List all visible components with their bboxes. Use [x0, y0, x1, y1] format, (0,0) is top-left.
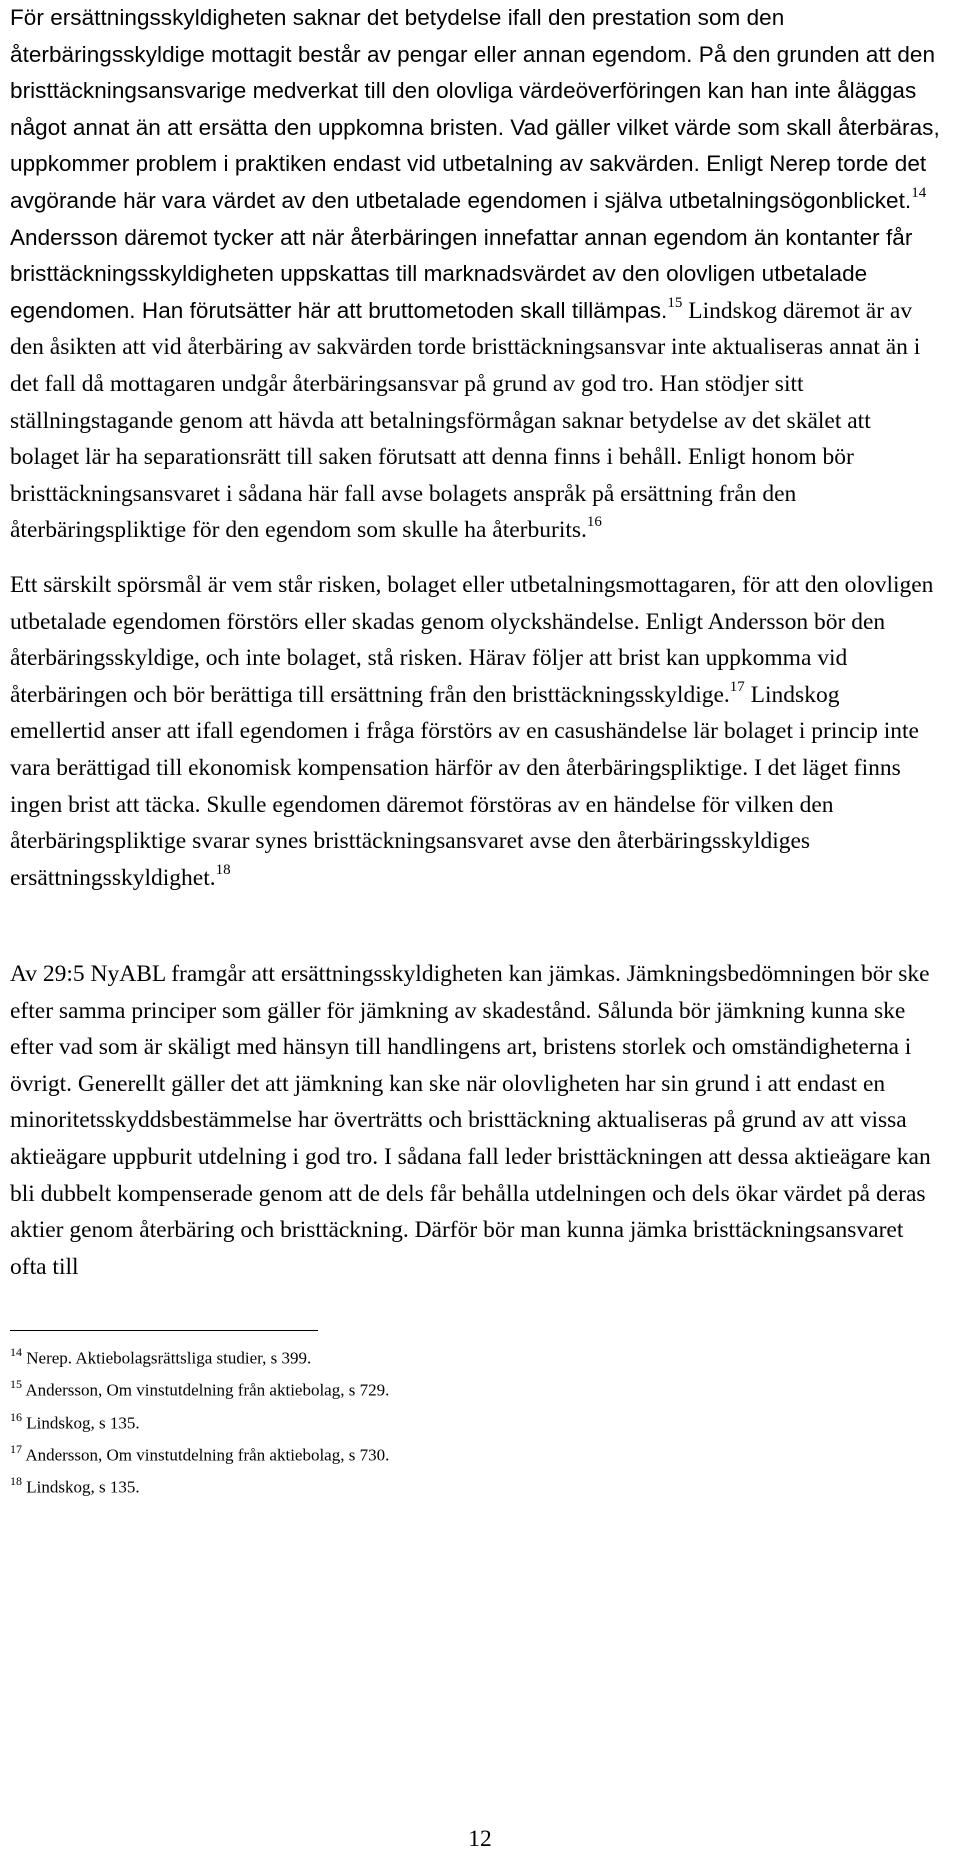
- paragraph-2: [10, 567, 940, 896]
- footnote-text: Lindskog, s 135.: [26, 1477, 140, 1497]
- footnote-item: [10, 1405, 389, 1437]
- footnote-number: 15: [10, 1377, 22, 1392]
- paragraph-text: För ersättningsskyldigheten saknar det betydelse ifall den prestation som den återbäringsskyldige mottagit består av pengar eller annan egendom. På den grunden att den bristtäckningsansvarige medverkat till den olovliga värdeöverföringen kan han inte åläggas något annat än att ersätta den uppkomna bristen. Vad gäller vilket värde som skall återbäras, uppkommer problem i praktiken endast vid utbetalning av sakvärden. Enligt Nerep torde det avgörande här vara värdet av den utbetalade egendomen i själva utbetalningsögonblicket.: [10, 5, 940, 213]
- paragraph-text: Lindskog emellertid anser att ifall egendomen i fråga förstörs av en casushändelse lär bolaget i princip inte vara berättigad till ekonomisk kompensation härför av den återbäringspliktige. I det läget finns ingen brist att täcka. Skulle egendomen däremot förstöras av en händelse för vilken den återbäringspliktige svarar synes bristtäckningsansvaret avse den återbäringsskyldiges ersättningsskyldighet.: [10, 681, 919, 891]
- footnote-list: [10, 1340, 389, 1501]
- footnote-number: 18: [10, 1474, 22, 1488]
- page-number: 12: [468, 1826, 492, 1852]
- paragraph-3: [10, 956, 940, 1285]
- footnote-number: 16: [10, 1409, 22, 1424]
- footnote-number: 14: [10, 1345, 22, 1359]
- footnote-text: Nerep. Aktiebolagsrättsliga studier, s 399.: [26, 1348, 312, 1368]
- footnote-item: [10, 1469, 389, 1501]
- paragraph-text: Av 29:5 NyABL framgår att ersättningsskyldigheten kan jämkas. Jämkningsbedömningen bör ske efter samma principer som gäller för jämkning av skadestånd. Sålunda bör jämkning kunna ske efter vad som är skäligt med hänsyn till handlingens art, bristens storlek och omständigheterna i övrigt. Generellt gäller det att jämkning kan ske när olovligheten har sin grund i att endast en minoritetsskyddsbestämmelse har överträtts och bristtäckning aktualiseras på grund av att vissa aktieägare uppburit utdelning i god tro. I sådana fall leder bristtäckningen att dessa aktieägare kan bli dubbelt kompenserade genom att de dels får behålla utdelningen och dels ökar värdet på deras aktier genom återbäring och bristtäckning. Därför bör man kunna jämka bristtäckningsansvaret ofta till: [10, 961, 931, 1280]
- footnote-reference: 18: [215, 861, 231, 878]
- paragraph-1: [10, 0, 940, 549]
- footnote-text: Andersson, Om vinstutdelning från aktiebolag, s 729.: [25, 1380, 390, 1400]
- footnote-reference: 17: [729, 678, 745, 695]
- footnote-separator: [10, 1330, 318, 1331]
- footnote-text: Andersson, Om vinstutdelning från aktiebolag, s 730.: [25, 1445, 390, 1465]
- footnote-item: [10, 1340, 389, 1372]
- footnote-reference: 16: [586, 514, 602, 531]
- footnote-item: [10, 1372, 389, 1404]
- footnote-reference: 15: [667, 294, 683, 311]
- footnote-text: Lindskog, s 135.: [26, 1413, 140, 1433]
- paragraph-text: Lindskog däremot är av den åsikten att vid återbäring av sakvärden torde bristtäckningsansvar inte aktualiseras annat än i det fall då mottagaren undgår återbäringsansvar på grund av god tro. Han stödjer sitt ställningstagande genom att hävda att betalningsförmågan saknar betydelse av det skälet att bolaget lär ha separationsrätt till saken förutsatt att denna finns i behåll. Enligt honom bör bristtäckningsansvaret i sådana här fall avse bolagets anspråk på ersättning från den återbäringspliktige för den egendom som skulle ha återburits.: [10, 297, 921, 544]
- footnote-item: [10, 1437, 389, 1469]
- paragraph-text: Ett särskilt spörsmål är vem står risken, bolaget eller utbetalningsmottagaren, för att den olovligen utbetalade egendomen förstörs eller skadas genom olyckshändelse. Enligt Andersson bör den återbäringsskyldige, och inte bolaget, stå risken. Härav följer att brist kan uppkomma vid återbäringen och bör berättiga till ersättning från den bristtäckningsskyldige.: [10, 572, 934, 708]
- footnote-reference: 14: [911, 185, 927, 202]
- paragraph-text: Andersson däremot tycker att när återbäringen innefattar annan egendom än kontanter får bristtäckningsskyldigheten uppskattas till marknadsvärdet av den olovligen utbetalade egendomen. Han förutsätter här att bruttometoden skall tillämpas.: [10, 224, 913, 323]
- footnote-number: 17: [10, 1441, 22, 1456]
